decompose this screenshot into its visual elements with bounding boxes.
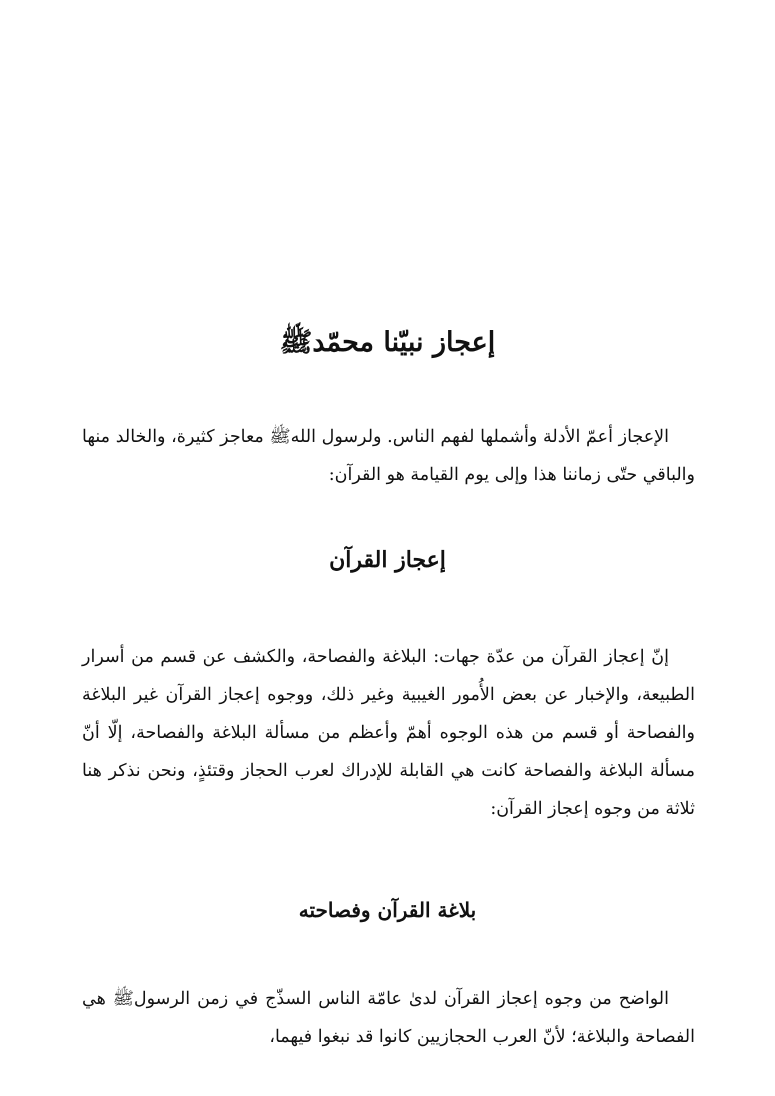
subsection-title: بلاغة القرآن وفصاحته	[298, 898, 477, 922]
subsection-paragraph-block	[82, 980, 695, 1056]
page-title: إعجاز نبيّنا محمّدﷺ	[279, 327, 496, 358]
section-title: إعجاز القرآن	[329, 547, 446, 573]
section-paragraph-block	[82, 638, 695, 828]
intro-paragraph: الإعجاز أعمّ الأدلة وأشملها لفهم الناس. ولرسول اللهﷺ معاجز كثيرة، والخالد منها والباقي حتّى زماننا هذا وإلى يوم القيامة هو القرآن:	[82, 427, 695, 485]
section-paragraph: إنّ إعجاز القرآن من عدّة جهات: البلاغة والفصاحة، والكشف عن قسم من أسرار الطبيعة، والإخبار عن بعض الأُمور الغيبية وغير ذلك، ووجوه إعجاز القرآن غير البلاغة والفصاحة أو قسم من هذه الوجوه أهمّ وأعظم من مسألة البلاغة والفصاحة، إلّا أنّ مسألة البلاغة والفصاحة كانت هي القابلة للإدراك لعرب الحجاز وقتئذٍ، ونحن نذكر هنا ثلاثة من وجوه إعجاز القرآن:	[82, 647, 695, 819]
intro-paragraph-block	[82, 418, 695, 494]
subsection-paragraph: الواضح من وجوه إعجاز القرآن لدىٰ عامّة الناس السذّج في زمن الرسولﷺ هي الفصاحة والبلاغة؛ لأنّ العرب الحجازيين كانوا قد نبغوا فيهما،	[82, 989, 695, 1047]
